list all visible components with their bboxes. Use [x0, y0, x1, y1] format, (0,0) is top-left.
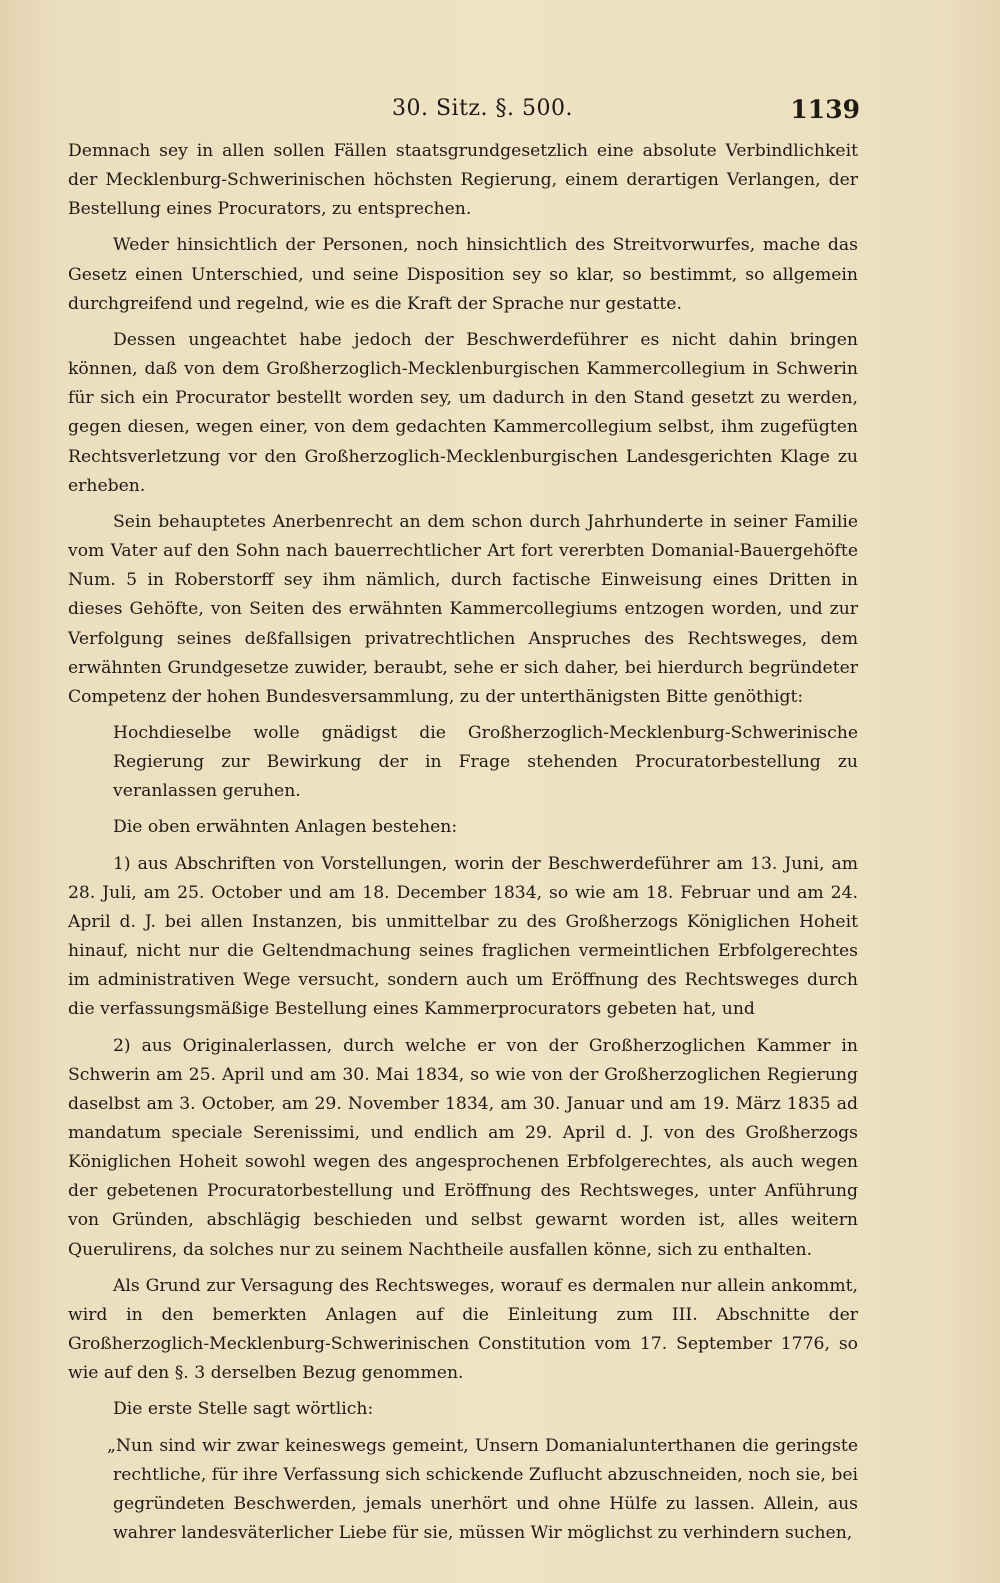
- paragraph: Als Grund zur Versagung des Rechtsweges, worauf es dermalen nur allein ankommt, wird in den bemerkten Anlagen auf die Einleitung zum III. Abschnitte der Großherzoglich-Mecklenburg-Schwerinischen Constitution vom 17. September 1776, so wie auf den §. 3 derselben Bezug genommen.: [68, 1275, 858, 1384]
- paragraph: Demnach sey in allen sollen Fällen staatsgrundgesetzlich eine absolute Verbindlichkeit der Mecklenburg-Schwerinischen höchsten Regierung, einem derartigen Verlangen, der Bestellung eines Procurators, zu entsprechen.: [68, 141, 858, 220]
- page-number: 1139: [790, 95, 860, 124]
- list-item-2: 2) aus Originalerlassen, durch welche er von der Großherzoglichen Kammer in Schwerin am 25. April und am 30. Mai 1834, so wie von der Großherzoglichen Regierung daselbst am 3. October, am 29. November 1834, am 30. Januar und am 19. März 1835 ad mandatum speciale Serenissimi, und endlich am 29. April d. J. von des Großherzogs Königlichen Hoheit sowohl wegen des angesprochenen Erbfolgerechtes, als auch wegen der gebetenen Procuratorbestellung und Eröffnung des Rechtsweges, unter Anführung von Gründen, abschlägig beschieden und selbst gewarnt worden ist, alles weitern Querulirens, da solches nur zu seinem Nachtheile ausfallen könne, sich zu enthalten.: [68, 1035, 858, 1260]
- constitution-quote: „Nun sind wir zwar keineswegs gemeint, Unsern Domanialunterthanen die geringste rechtliche, für ihre Verfassung sich schickende Zuflucht abzuschneiden, noch sie, bei gegründeten Beschwerden, jemals unerhört und ohne Hülfe zu lassen. Allein, aus wahrer landesväterlicher Liebe für sie, müssen Wir möglichst zu verhindern suchen,: [107, 1435, 858, 1544]
- paragraph: Sein behauptetes Anerbenrecht an dem schon durch Jahrhunderte in seiner Familie vom Vater auf den Sohn nach bauerrechtlicher Art fort vererbten Domanial-Bauergehöfte Num. 5 in Roberstorff sey ihm nämlich, durch factische Einweisung eines Dritten in dieses Gehöfte, von Seiten des erwähnten Kammercollegiums entzogen worden, und zur Verfolgung seines deßfallsigen privatrechtlichen Anspruches des Rechtsweges, dem erwähnten Grundgesetze zuwider, beraubt, sehe er sich daher, bei hierdurch begründeter Competenz der hohen Bundesversammlung, zu der unterthänigsten Bitte genöthigt:: [68, 511, 858, 707]
- body-text: [68, 137, 858, 1548]
- list-item-1: 1) aus Abschriften von Vorstellungen, worin der Beschwerdeführer am 13. Juni, am 28. Juli, am 25. October und am 18. December 1834, so wie am 18. Februar und am 24. April d. J. bei allen Instanzen, bis unmittelbar zu des Großherzogs Königlichen Hoheit hinauf, nicht nur die Geltendmachung seines fraglichen vermeintlichen Erbfolgerechtes im administrativen Wege versucht, sondern auch um Eröffnung des Rechtsweges durch die verfassungsmäßige Bestellung eines Kammerprocurators gebeten hat, und: [68, 853, 858, 1020]
- petition-quote: Hochdieselbe wolle gnädigst die Großherzoglich-Mecklenburg-Schwerinische Regierung zur Bewirkung der in Frage stehenden Procuratorbestellung zu veranlassen geruhen.: [113, 722, 858, 802]
- paragraph: Weder hinsichtlich der Personen, noch hinsichtlich des Streitvorwurfes, mache das Gesetz einen Unterschied, und seine Disposition sey so klar, so bestimmt, so allgemein durchgreifend und regelnd, wie es die Kraft der Sprache nur gestatte.: [68, 235, 858, 314]
- paragraph: Dessen ungeachtet habe jedoch der Beschwerdeführer es nicht dahin bringen können, daß von dem Großherzoglich-Mecklenburgischen Kammercollegium in Schwerin für sich ein Procurator bestellt worden sey, um dadurch in den Stand gesetzt zu werden, gegen diesen, wegen einer, von dem gedachten Kammercollegium selbst, ihm zugefügten Rechtsverletzung vor den Großherzoglich-Mecklenburgischen Landesgerichten Klage zu erheben.: [68, 329, 858, 496]
- page-header: [0, 96, 1000, 128]
- running-title: 30. Sitz. §. 500.: [392, 96, 573, 121]
- paragraph: Die oben erwähnten Anlagen bestehen:: [113, 817, 458, 838]
- paragraph: Die erste Stelle sagt wörtlich:: [113, 1399, 374, 1420]
